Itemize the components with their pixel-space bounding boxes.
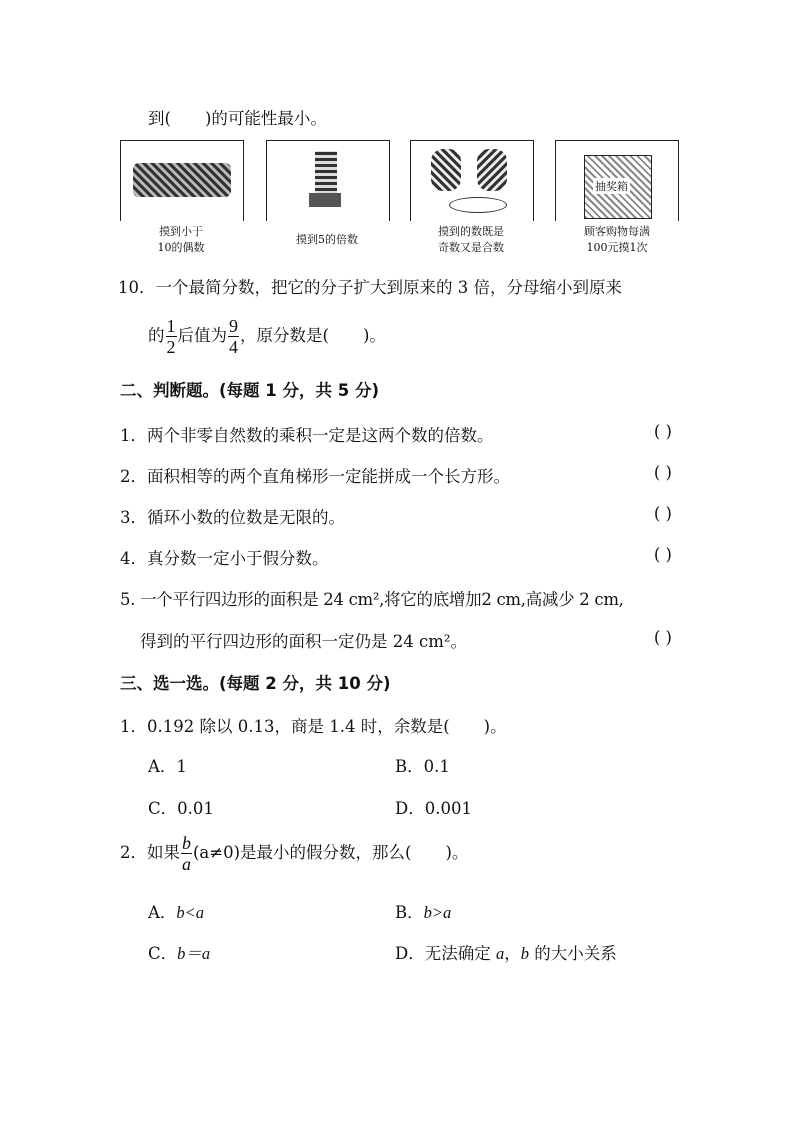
picture-caption-4: 顾客购物每满 100元摸1次 bbox=[584, 225, 650, 254]
s3-q1-option-b[interactable]: B．0.1 bbox=[395, 757, 450, 776]
s3-q1-option-a[interactable]: A．1 bbox=[148, 757, 187, 776]
q10-line2: 的 $\frac{1}{2}$ 后值为 $\frac{9}{4}$ ，原分数是( )。 bbox=[148, 316, 386, 357]
s2-item-1: 1．两个非零自然数的乘积一定是这两个数的倍数。 bbox=[120, 426, 494, 445]
s2-answer-bracket-5[interactable]: ( ) bbox=[653, 628, 672, 647]
s2-answer-bracket-3[interactable]: ( ) bbox=[653, 504, 672, 523]
s3-q1-option-c[interactable]: C．0.01 bbox=[148, 799, 214, 818]
s2-item-4: 4．真分数一定小于假分数。 bbox=[120, 549, 329, 568]
scarf-tail-icon bbox=[309, 193, 341, 207]
s2-item-5-line2: 得到的平行四边形的面积一定仍是 24 cm²。 bbox=[140, 632, 467, 651]
q10-line1: 10．一个最简分数，把它的分子扩大到原来的 3 倍，分母缩小到原来 bbox=[118, 278, 622, 297]
lottery-box-icon bbox=[584, 155, 652, 219]
string-icon bbox=[449, 197, 507, 213]
fraction-one-half: $\frac{1}{2}$ bbox=[166, 316, 176, 357]
s2-item-2: 2．面积相等的两个直角梯形一定能拼成一个长方形。 bbox=[120, 467, 510, 486]
stick-bundle-icon bbox=[133, 163, 231, 197]
s3-q2-option-a[interactable]: A．b<a bbox=[148, 903, 205, 922]
s3-q1-stem: 1．0.192 除以 0.13，商是 1.4 时，余数是( )。 bbox=[120, 717, 507, 736]
q9-tail: 到( )的可能性最小。 bbox=[148, 109, 327, 128]
s3-q2-option-b[interactable]: B．b>a bbox=[395, 903, 452, 922]
s2-item-3: 3．循环小数的位数是无限的。 bbox=[120, 508, 345, 527]
scarf-icon bbox=[315, 151, 337, 197]
picture-box-3 bbox=[410, 140, 534, 221]
s2-answer-bracket-1[interactable]: ( ) bbox=[653, 422, 672, 441]
s3-q2-stem: 2．如果 $\frac{b}{a}$ (a≠0)是最小的假分数，那么( )。 bbox=[120, 833, 469, 874]
fraction-b-over-a: $\frac{b}{a}$ bbox=[182, 833, 191, 874]
fraction-nine-fourths: $\frac{9}{4}$ bbox=[229, 316, 238, 357]
s3-q2-option-d[interactable]: D．无法确定 a，b 的大小关系 bbox=[395, 944, 617, 963]
s3-q2-option-c[interactable]: C．b＝a bbox=[148, 944, 211, 963]
section2-title: 二、判断题。(每题 1 分，共 5 分) bbox=[120, 381, 380, 400]
section3-title: 三、选一选。(每题 2 分，共 10 分) bbox=[120, 674, 391, 693]
s2-item-5-line1: 5. 一个平行四边形的面积是 24 cm²,将它的底增加2 cm,高减少 2 cm, bbox=[120, 590, 624, 609]
s2-answer-bracket-2[interactable]: ( ) bbox=[653, 463, 672, 482]
picture-box-4 bbox=[555, 140, 679, 221]
picture-caption-1: 摸到小于 10的偶数 bbox=[157, 225, 205, 254]
picture-box-1 bbox=[120, 140, 244, 221]
s3-q1-option-d[interactable]: D．0.001 bbox=[395, 799, 472, 818]
s2-answer-bracket-4[interactable]: ( ) bbox=[653, 545, 672, 564]
lottery-box-label: 抽奖箱 bbox=[595, 180, 628, 193]
picture-caption-2: 摸到5的倍数 bbox=[296, 233, 358, 246]
mitten-right-icon bbox=[477, 149, 507, 191]
mitten-left-icon bbox=[431, 149, 461, 191]
picture-caption-3: 摸到的数既是 奇数又是合数 bbox=[438, 225, 504, 254]
picture-box-2 bbox=[266, 140, 390, 221]
